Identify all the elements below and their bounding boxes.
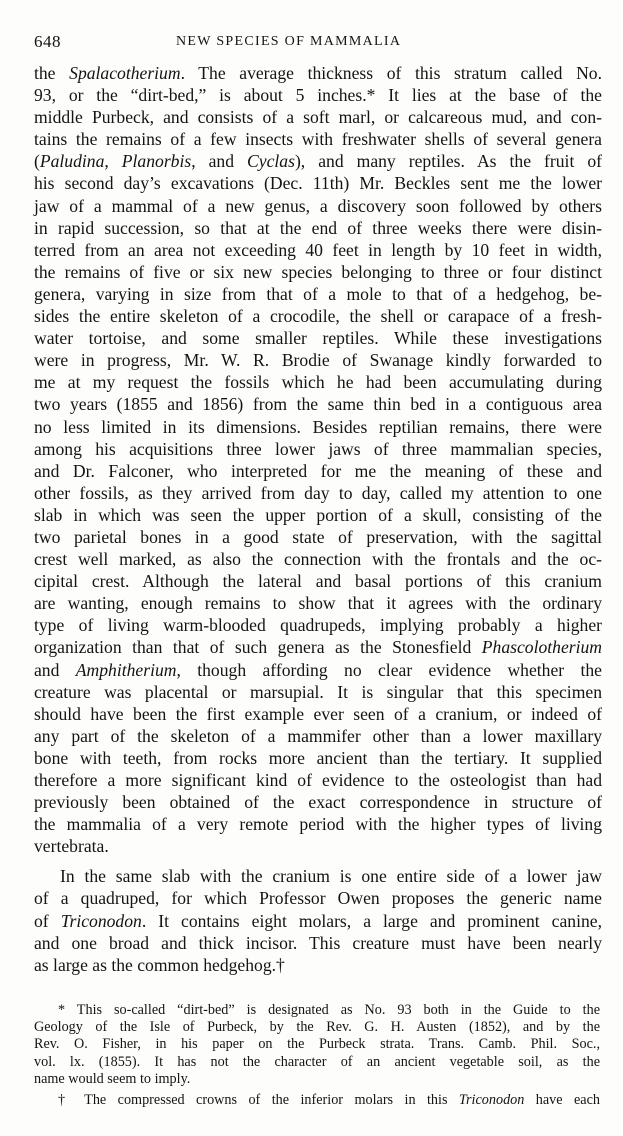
text-line: his second day’s excavations (Dec. 11th) Mr. Beckles sent me the lower <box>34 173 602 194</box>
text-line: as large as the common hedgehog.† <box>34 954 285 975</box>
text-line: jaw of a mammal of a new genus, a discovery soon followed by others <box>34 195 602 216</box>
footnotes <box>34 1002 600 1109</box>
footnote-dirt-bed <box>34 1002 600 1088</box>
text-line: two years (1855 and 1856) from the same thin bed in a contiguous area <box>34 394 602 415</box>
text-line: and Amphitherium, though affording no clear evidence whether the <box>34 659 602 680</box>
text-line: bone with teeth, from rocks more ancient than the tertiary. It supplied <box>34 747 602 768</box>
text-line: organization than that of such genera as the Stonesfield Phascolotherium <box>34 637 602 658</box>
paragraph-dirt-bed <box>34 62 602 857</box>
paragraph-triconodon <box>34 865 602 975</box>
text-line: 93, or the “dirt-bed,” is about 5 inches.* It lies at the base of the <box>34 85 602 106</box>
text-line: creature was placental or marsupial. It is singular that this specimen <box>34 681 602 702</box>
text-line: In the same slab with the cranium is one entire side of a lower jaw <box>60 866 602 887</box>
text-line: terred from an area not exceeding 40 feet in length by 10 feet in width, <box>34 239 602 260</box>
text-line: and Dr. Falconer, who interpreted for me the meaning of these and <box>34 460 602 481</box>
text-line: previously been obtained of the exact correspondence in structure of <box>34 792 602 813</box>
footnote-line: name would seem to imply. <box>34 1070 191 1087</box>
text-line: me at my request the fossils which he had been accumulating during <box>34 372 602 393</box>
text-line: of a quadruped, for which Professor Owen proposes the generic name <box>34 888 602 909</box>
text-line: cipital crest. Although the lateral and basal portions of this cranium <box>34 571 602 592</box>
text-line: and one broad and thick incisor. This creature must have been nearly <box>34 932 602 953</box>
footnote-triconodon <box>34 1092 600 1109</box>
text-line: should have been the first example ever seen of a cranium, or indeed of <box>34 703 602 724</box>
text-line: crest well marked, as also the connection with the frontals and the oc- <box>34 549 602 570</box>
text-line: are wanting, enough remains to show that it agrees with the ordinary <box>34 593 602 614</box>
text-line: type of living warm-blooded quadrupeds, implying probably a higher <box>34 615 602 636</box>
footnote-line: vol. lx. (1855). It has not the character of an ancient vegetable soil, as the <box>34 1053 600 1070</box>
text-line: middle Purbeck, and consists of a soft marl, or calcareous mud, and con- <box>34 107 602 128</box>
running-head <box>30 32 600 54</box>
text-line: no less limited in its dimensions. Besides reptilian remains, there were <box>34 416 602 437</box>
text-line: among his acquisitions three lower jaws of three mammalian species, <box>34 438 602 459</box>
body-text <box>34 62 602 976</box>
text-line: (Paludina, Planorbis, and Cyclas), and many reptiles. As the fruit of <box>34 151 602 172</box>
text-line: the remains of five or six new species belonging to three or four distinct <box>34 261 602 282</box>
text-line: two parietal bones in a good state of preservation, with the sagittal <box>34 526 602 547</box>
text-line: slab in which was seen the upper portion of a skull, consisting of the <box>34 504 602 525</box>
footnote-line: * This so-called “dirt-bed” is designated as No. 93 both in the Guide to the <box>58 1002 600 1018</box>
footnote-line: † The compressed crowns of the inferior molars in this Triconodon have each <box>58 1092 600 1109</box>
text-line: the Spalacotherium. The average thickness of this stratum called No. <box>34 63 602 83</box>
text-line: vertebrata. <box>34 836 109 857</box>
text-line: water tortoise, and some smaller reptiles. While these investigations <box>34 328 602 349</box>
running-title: NEW SPECIES OF MAMMALIA <box>176 34 402 49</box>
text-line: tains the remains of a few insects with freshwater shells of several genera <box>34 129 602 150</box>
text-line: sides the entire skeleton of a crocodile, the shell or carapace of a fresh- <box>34 306 602 327</box>
text-line: genera, varying in size from that of a mole to that of a hedgehog, be- <box>34 283 602 304</box>
text-line: the mammalia of a very remote period with the higher types of living <box>34 814 602 835</box>
text-line: were in progress, Mr. W. R. Brodie of Swanage kindly forwarded to <box>34 350 602 371</box>
text-line: other fossils, as they arrived from day to day, called my attention to one <box>34 482 602 503</box>
footnote-line: Rev. O. Fisher, in his paper on the Purbeck strata. Trans. Camb. Phil. Soc., <box>34 1036 600 1053</box>
text-line: in rapid succession, so that at the end of three weeks there were disin- <box>34 217 602 238</box>
text-line: therefore a more significant kind of evidence to the osteologist than had <box>34 770 602 790</box>
footnote-line: Geology of the Isle of Purbeck, by the Rev. G. H. Austen (1852), and by the <box>34 1019 600 1036</box>
page-number: 648 <box>34 32 61 51</box>
text-line: any part of the skeleton of a mammifer other than a lower maxillary <box>34 725 602 746</box>
text-line: of Triconodon. It contains eight molars, a large and prominent canine, <box>34 910 602 931</box>
